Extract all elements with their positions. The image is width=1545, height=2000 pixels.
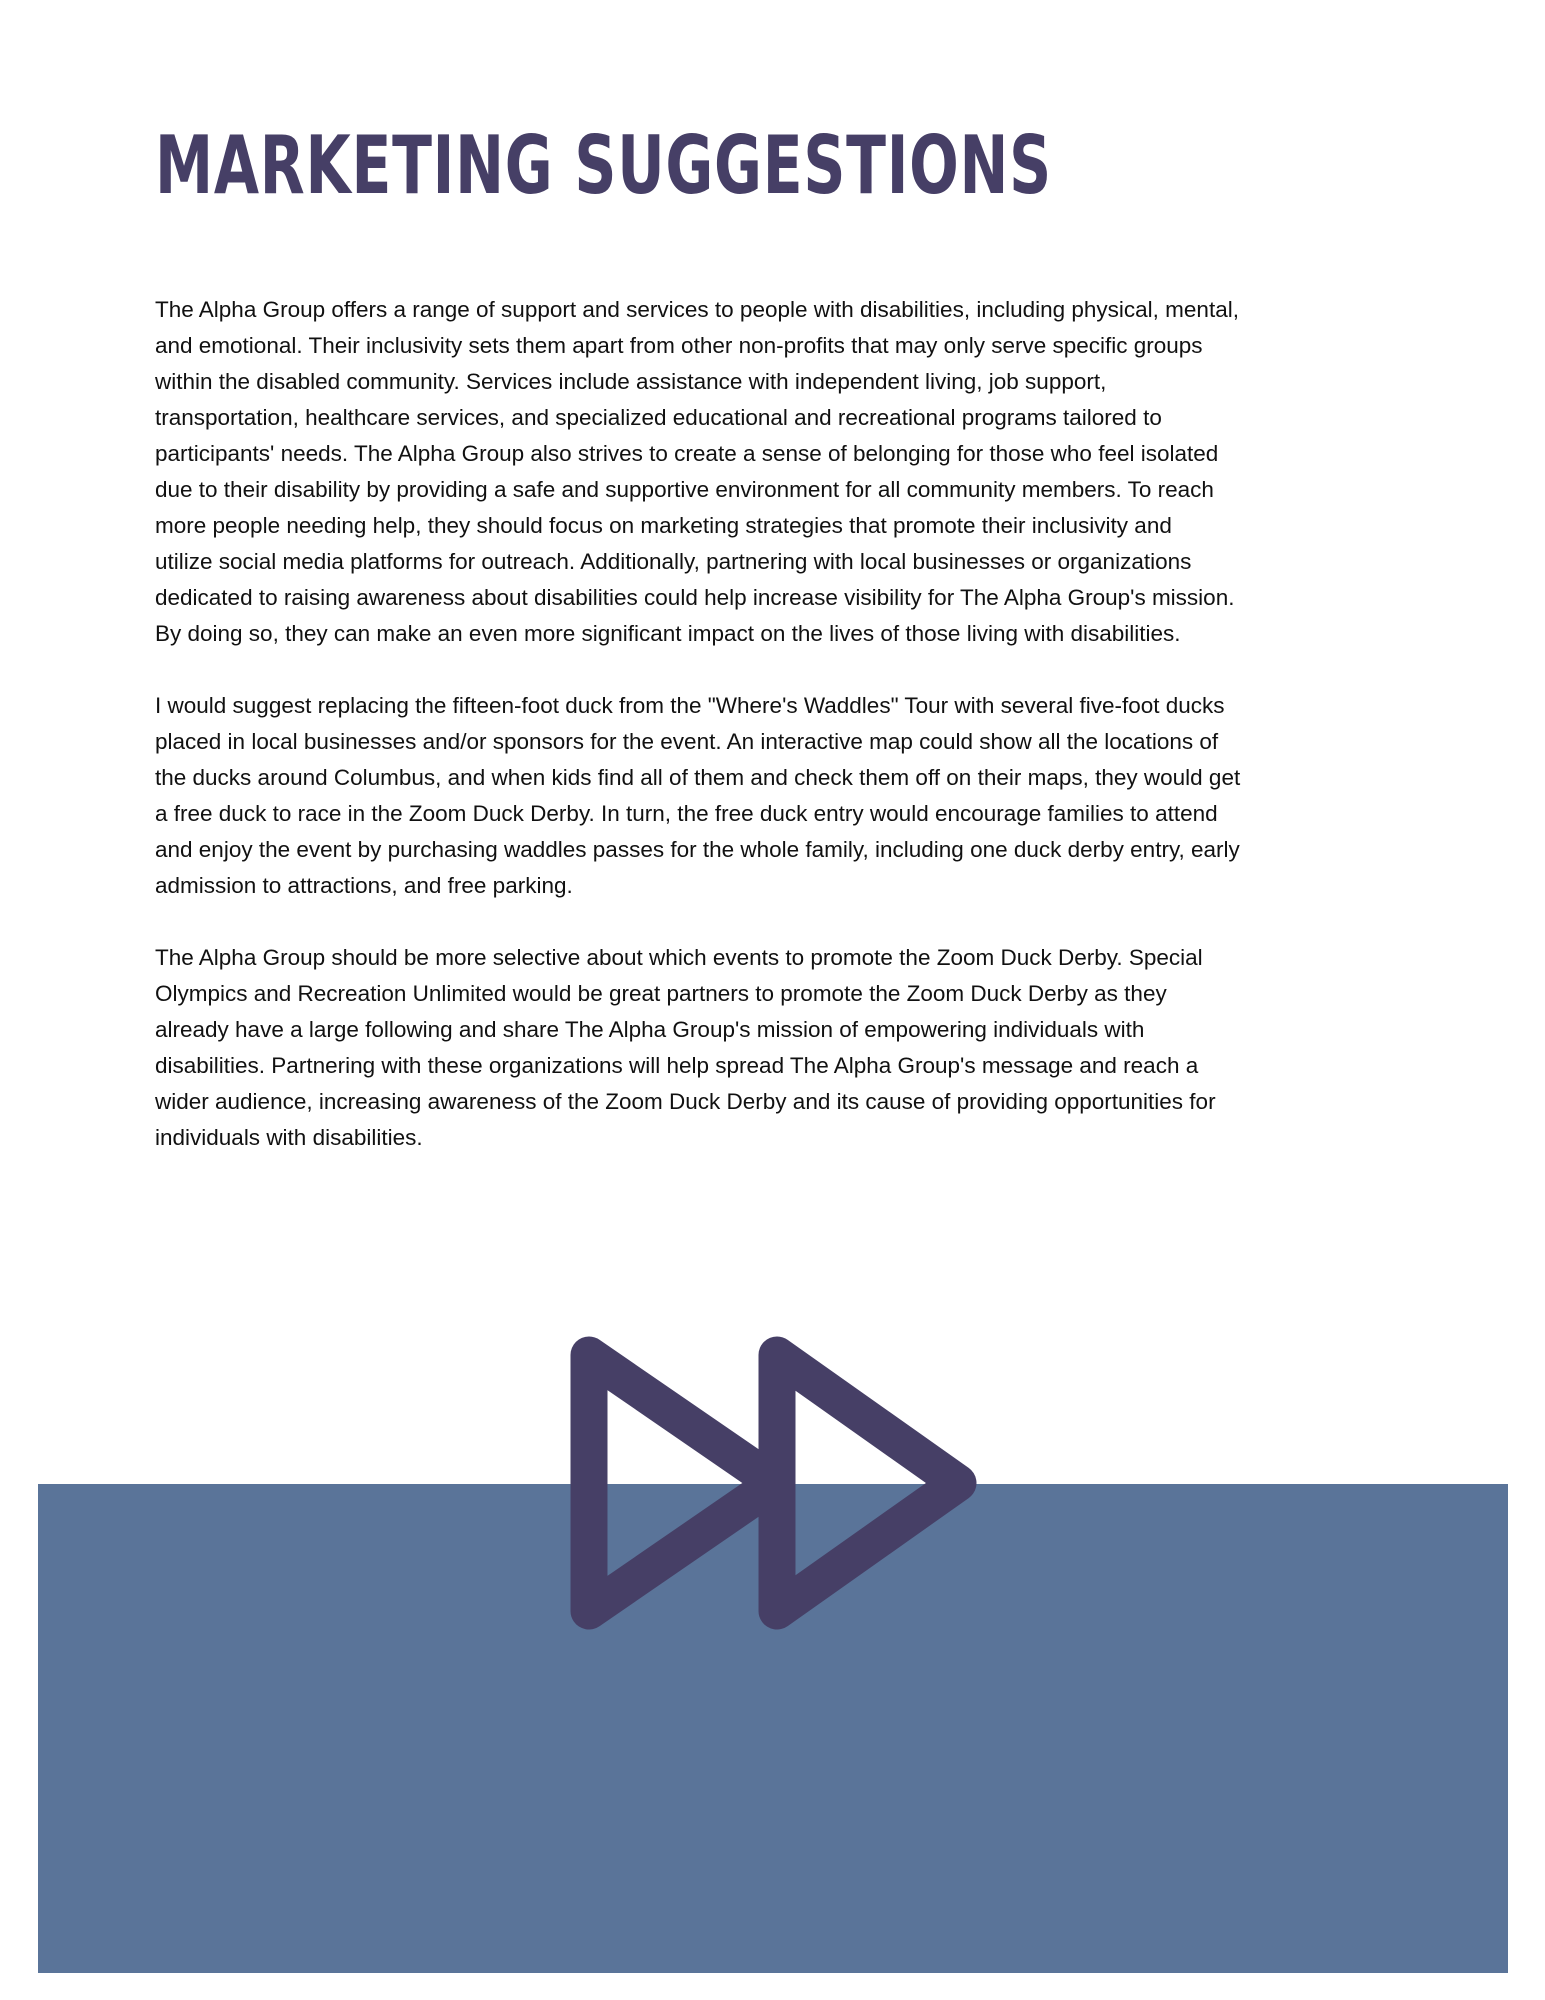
- text-line: Olympics and Recreation Unlimited would be great partners to promote the Zoom Duck Derby as they: [155, 981, 1167, 1006]
- text-line: a free duck to race in the Zoom Duck Derby. In turn, the free duck entry would encourage families to attend: [155, 801, 1218, 826]
- paragraph-partners: [155, 940, 1445, 1156]
- text-line: By doing so, they can make an even more significant impact on the lives of those living with disabilities.: [155, 621, 1181, 646]
- text-line: dedicated to raising awareness about disabilities could help increase visibility for The Alpha Group's mission.: [155, 585, 1235, 610]
- text-line: and emotional. Their inclusivity sets them apart from other non-profits that may only serve specific groups: [155, 333, 1203, 358]
- text-line: within the disabled community. Services include assistance with independent living, job support,: [155, 369, 1107, 394]
- decorative-band: [38, 1484, 1508, 1973]
- text-line: participants' needs. The Alpha Group also strives to create a sense of belonging for those who feel isolated: [155, 441, 1219, 466]
- paragraph-duck-tour: [155, 688, 1445, 904]
- text-line: the ducks around Columbus, and when kids find all of them and check them off on their maps, they would get: [155, 765, 1241, 790]
- text-line: more people needing help, they should focus on marketing strategies that promote their inclusivity and: [155, 513, 1172, 538]
- text-line: admission to attractions, and free parking.: [155, 873, 573, 898]
- text-line: The Alpha Group offers a range of support and services to people with disabilities, including physical, mental,: [155, 297, 1239, 322]
- text-line: wider audience, increasing awareness of the Zoom Duck Derby and its cause of providing opportunities for: [155, 1089, 1216, 1114]
- page-title: MARKETING SUGGESTIONS: [155, 119, 1052, 212]
- body-text: [155, 292, 1445, 1192]
- text-line: due to their disability by providing a safe and supportive environment for all community members. To reach: [155, 477, 1214, 502]
- text-line: disabilities. Partnering with these organizations will help spread The Alpha Group's message and reach a: [155, 1053, 1199, 1078]
- text-line: utilize social media platforms for outreach. Additionally, partnering with local businesses or organizations: [155, 549, 1192, 574]
- text-line: I would suggest replacing the fifteen-foot duck from the "Where's Waddles" Tour with several five-foot ducks: [155, 693, 1225, 718]
- text-line: placed in local businesses and/or sponsors for the event. An interactive map could show all the locations of: [155, 729, 1219, 754]
- text-line: and enjoy the event by purchasing waddles passes for the whole family, including one duck derby entry, early: [155, 837, 1240, 862]
- text-line: individuals with disabilities.: [155, 1125, 423, 1150]
- paragraph-inclusivity: [155, 292, 1445, 652]
- text-line: The Alpha Group should be more selective about which events to promote the Zoom Duck Derby. Special: [155, 945, 1203, 970]
- text-line: transportation, healthcare services, and specialized educational and recreational programs tailored to: [155, 405, 1162, 430]
- text-line: already have a large following and share The Alpha Group's mission of empowering individuals with: [155, 1017, 1145, 1042]
